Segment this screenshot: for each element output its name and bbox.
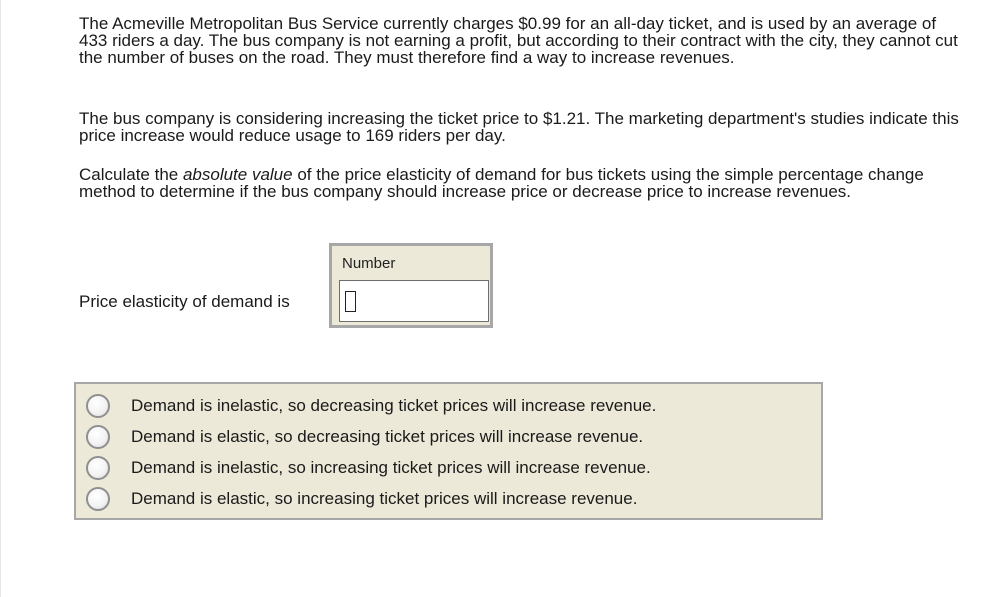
radio-button[interactable] bbox=[86, 456, 110, 480]
answer-label: Price elasticity of demand is bbox=[79, 292, 290, 311]
question-paragraph-1: The Acmeville Metropolitan Bus Service currently charges $0.99 for an all-day ticket, and is used by an average of 433 riders a day. The bus company is not earning a profit, but according to their contract with the city, they cannot cut the number of buses on the road. They must therefore find a way to increase revenues. bbox=[79, 14, 958, 67]
choice-label: Demand is elastic, so decreasing ticket prices will increase revenue. bbox=[131, 427, 644, 446]
question-paragraph-3 bbox=[79, 166, 959, 200]
choice-label: Demand is inelastic, so decreasing ticket prices will increase revenue. bbox=[131, 396, 657, 415]
choice-option[interactable] bbox=[76, 421, 821, 452]
radio-button[interactable] bbox=[86, 394, 110, 418]
instruction-text-continued: of the price elasticity of demand for bus tickets using the simple percentage change method to determine if the bus company should increase price or decrease price to increase revenues. bbox=[79, 165, 924, 201]
instruction-text: Calculate the bbox=[79, 165, 183, 184]
elasticity-number-input[interactable] bbox=[339, 280, 489, 322]
radio-button[interactable] bbox=[86, 487, 110, 511]
emphasis-text: absolute value bbox=[182, 165, 293, 184]
choice-option[interactable] bbox=[76, 483, 821, 514]
number-input-panel bbox=[329, 243, 493, 328]
number-caption: Number bbox=[342, 255, 396, 272]
question-paragraph-2: The bus company is considering increasing the ticket price to $1.21. The marketing department's studies indicate this price increase would reduce usage to 169 riders per day. bbox=[79, 109, 959, 145]
radio-button[interactable] bbox=[86, 425, 110, 449]
choice-label: Demand is elastic, so increasing ticket prices will increase revenue. bbox=[131, 489, 638, 508]
choice-label: Demand is inelastic, so increasing ticket prices will increase revenue. bbox=[131, 458, 651, 477]
answer-choices-panel bbox=[74, 382, 823, 520]
choice-option[interactable] bbox=[76, 390, 821, 421]
choice-option[interactable] bbox=[76, 452, 821, 483]
